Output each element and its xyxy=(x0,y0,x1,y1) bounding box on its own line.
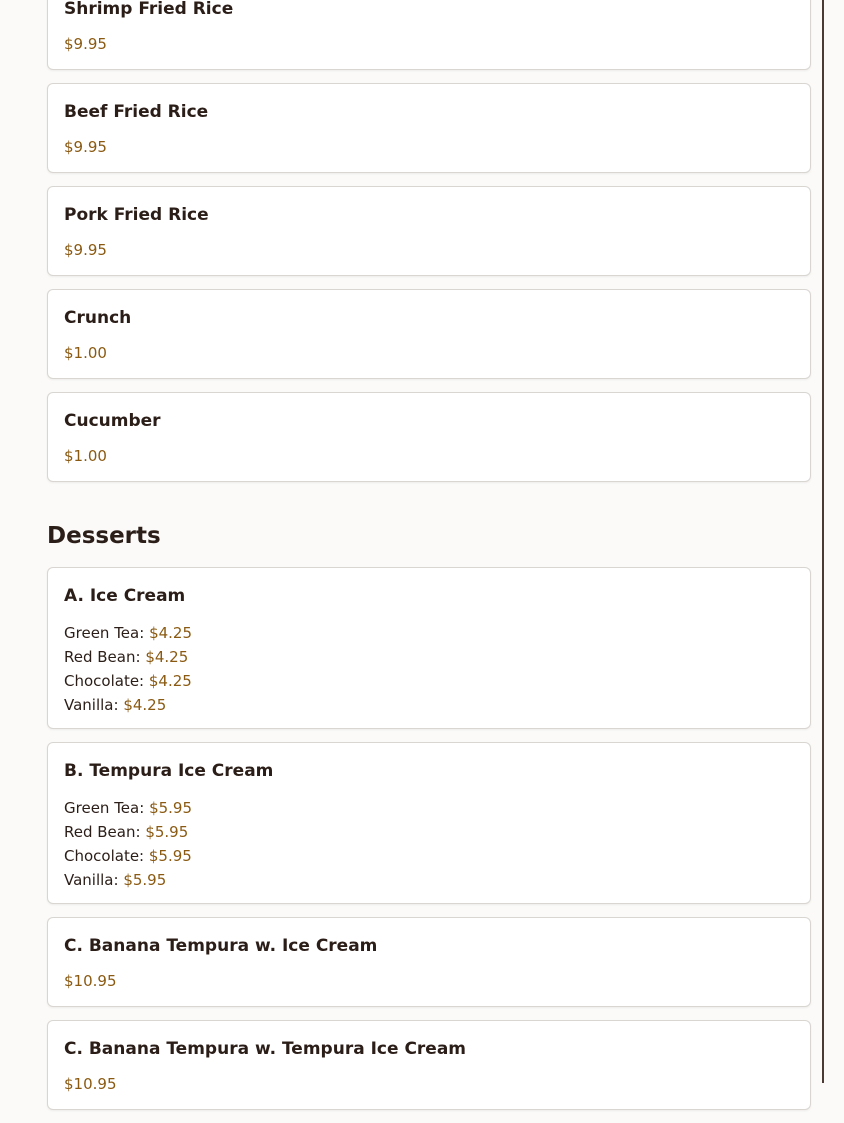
option-row xyxy=(64,693,794,717)
menu-item-name: Beef Fried Rice xyxy=(64,102,209,122)
menu-item-card[interactable] xyxy=(47,289,811,379)
option-row xyxy=(64,645,794,669)
menu-item-name: Shrimp Fried Rice xyxy=(64,0,234,19)
option-label: Red Bean: xyxy=(64,648,141,666)
menu-item-card[interactable] xyxy=(47,567,811,729)
section-heading-desserts: Desserts xyxy=(47,523,161,549)
option-label: Chocolate: xyxy=(64,672,145,690)
menu-item-name: C. Banana Tempura w. Ice Cream xyxy=(64,936,378,956)
menu-item-price: $9.95 xyxy=(64,138,107,156)
option-price: $4.25 xyxy=(148,672,192,690)
option-row xyxy=(64,868,794,892)
option-label: Vanilla: xyxy=(64,871,119,889)
menu-item-name: Crunch xyxy=(64,308,132,328)
menu-item-price: $1.00 xyxy=(64,447,107,465)
option-label: Vanilla: xyxy=(64,696,119,714)
option-row xyxy=(64,621,794,645)
option-price: $5.95 xyxy=(148,847,192,865)
option-label: Green Tea: xyxy=(64,624,145,642)
option-row xyxy=(64,796,794,820)
option-price: $4.25 xyxy=(149,624,193,642)
menu-item-name: C. Banana Tempura w. Tempura Ice Cream xyxy=(64,1039,467,1059)
menu-item-card[interactable] xyxy=(47,742,811,904)
menu-item-card[interactable] xyxy=(47,917,811,1007)
menu-item-name: Pork Fried Rice xyxy=(64,205,209,225)
page-scrollbar[interactable] xyxy=(822,0,824,1083)
menu-item-name: A. Ice Cream xyxy=(64,586,186,606)
menu-item-name: Cucumber xyxy=(64,411,161,431)
option-price: $5.95 xyxy=(123,871,167,889)
menu-content xyxy=(47,0,811,1123)
option-row xyxy=(64,820,794,844)
menu-item-price: $9.95 xyxy=(64,241,107,259)
menu-item-card[interactable] xyxy=(47,83,811,173)
menu-item-price: $9.95 xyxy=(64,35,107,53)
menu-item-card[interactable] xyxy=(47,1020,811,1110)
option-label: Red Bean: xyxy=(64,823,141,841)
option-price: $4.25 xyxy=(145,648,189,666)
menu-item-card[interactable] xyxy=(47,0,811,70)
option-price: $4.25 xyxy=(123,696,167,714)
option-price: $5.95 xyxy=(145,823,189,841)
option-list xyxy=(64,796,794,892)
option-row xyxy=(64,669,794,693)
menu-item-name: B. Tempura Ice Cream xyxy=(64,761,274,781)
option-list xyxy=(64,621,794,717)
menu-item-price: $1.00 xyxy=(64,344,107,362)
option-price: $5.95 xyxy=(149,799,193,817)
option-label: Chocolate: xyxy=(64,847,145,865)
option-label: Green Tea: xyxy=(64,799,145,817)
menu-item-card[interactable] xyxy=(47,186,811,276)
menu-item-card[interactable] xyxy=(47,392,811,482)
menu-item-price: $10.95 xyxy=(64,972,117,990)
option-row xyxy=(64,844,794,868)
menu-item-price: $10.95 xyxy=(64,1075,117,1093)
